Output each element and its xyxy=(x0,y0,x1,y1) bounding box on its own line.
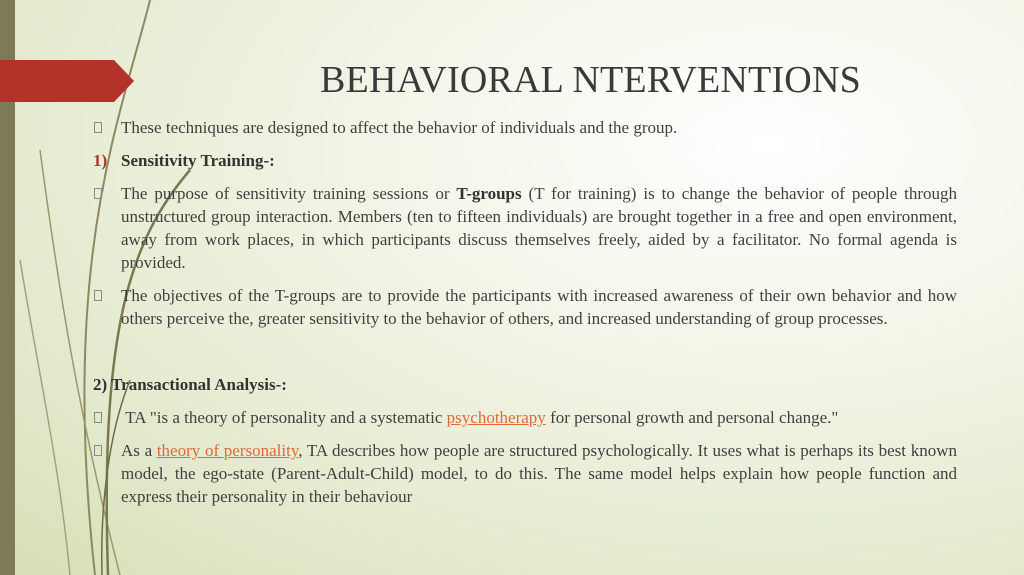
section1-number: 1) xyxy=(93,151,108,170)
t-groups-term: T-groups xyxy=(456,184,522,203)
square-bullet-icon xyxy=(94,290,102,301)
section2-para1 xyxy=(121,406,957,429)
square-bullet-icon xyxy=(94,412,102,423)
intro-text: These techniques are designed to affect the behavior of individuals and the group. xyxy=(121,118,678,137)
section2-para1-before: TA "is a theory of personality and a systematic xyxy=(121,408,447,427)
slide-title: BEHAVIORAL NTERVENTIONS xyxy=(320,59,861,101)
section2-bullet-2 xyxy=(93,439,957,508)
section1-bullet-2 xyxy=(93,284,957,330)
section1-bullet-1 xyxy=(93,182,957,274)
square-bullet-icon xyxy=(94,445,102,456)
section2-para1-after: for personal growth and personal change." xyxy=(545,408,839,427)
theory-of-personality-link[interactable]: theory of personality xyxy=(156,441,299,460)
section1-para2: The objectives of the T-groups are to provide the participants with increased awareness of their own behavior and how others perceive the, greater sensitivity to the behavior of others, and increased understanding of group processes. xyxy=(121,286,957,328)
section2-heading-row xyxy=(93,373,957,396)
intro-bullet xyxy=(93,116,957,139)
section1-heading-row xyxy=(93,149,957,172)
slide-content xyxy=(93,116,957,508)
section1-para1 xyxy=(121,182,957,274)
section1-heading: Sensitivity Training-: xyxy=(121,151,275,170)
section2-para2-before: As a xyxy=(121,441,157,460)
section2-para2 xyxy=(121,439,957,508)
section1-para1-before: The purpose of sensitivity training sessions or xyxy=(121,184,457,203)
section2-bullet-1 xyxy=(93,406,957,429)
square-bullet-icon xyxy=(94,122,102,133)
section2-heading: 2) Transactional Analysis-: xyxy=(93,375,287,394)
psychotherapy-link[interactable]: psychotherapy xyxy=(446,408,546,427)
section1-para1-after: (T for training) is to change the behavior of people through unstructured group interaction. Members (ten to fifteen individuals) are brought together in a free and open environment, away from work places, in which participants discuss themselves freely, aided by a facilitator. No formal agenda is provided. xyxy=(121,184,957,272)
title-accent-tab xyxy=(0,60,134,102)
square-bullet-icon xyxy=(94,188,102,199)
section2-para2-after: , TA describes how people are structured psychologically. It uses what is perhaps its best known model, the ego-state (Parent-Adult-Child) model, to do this. The same model helps explain how people function and express their personality in their behaviour xyxy=(121,441,957,506)
